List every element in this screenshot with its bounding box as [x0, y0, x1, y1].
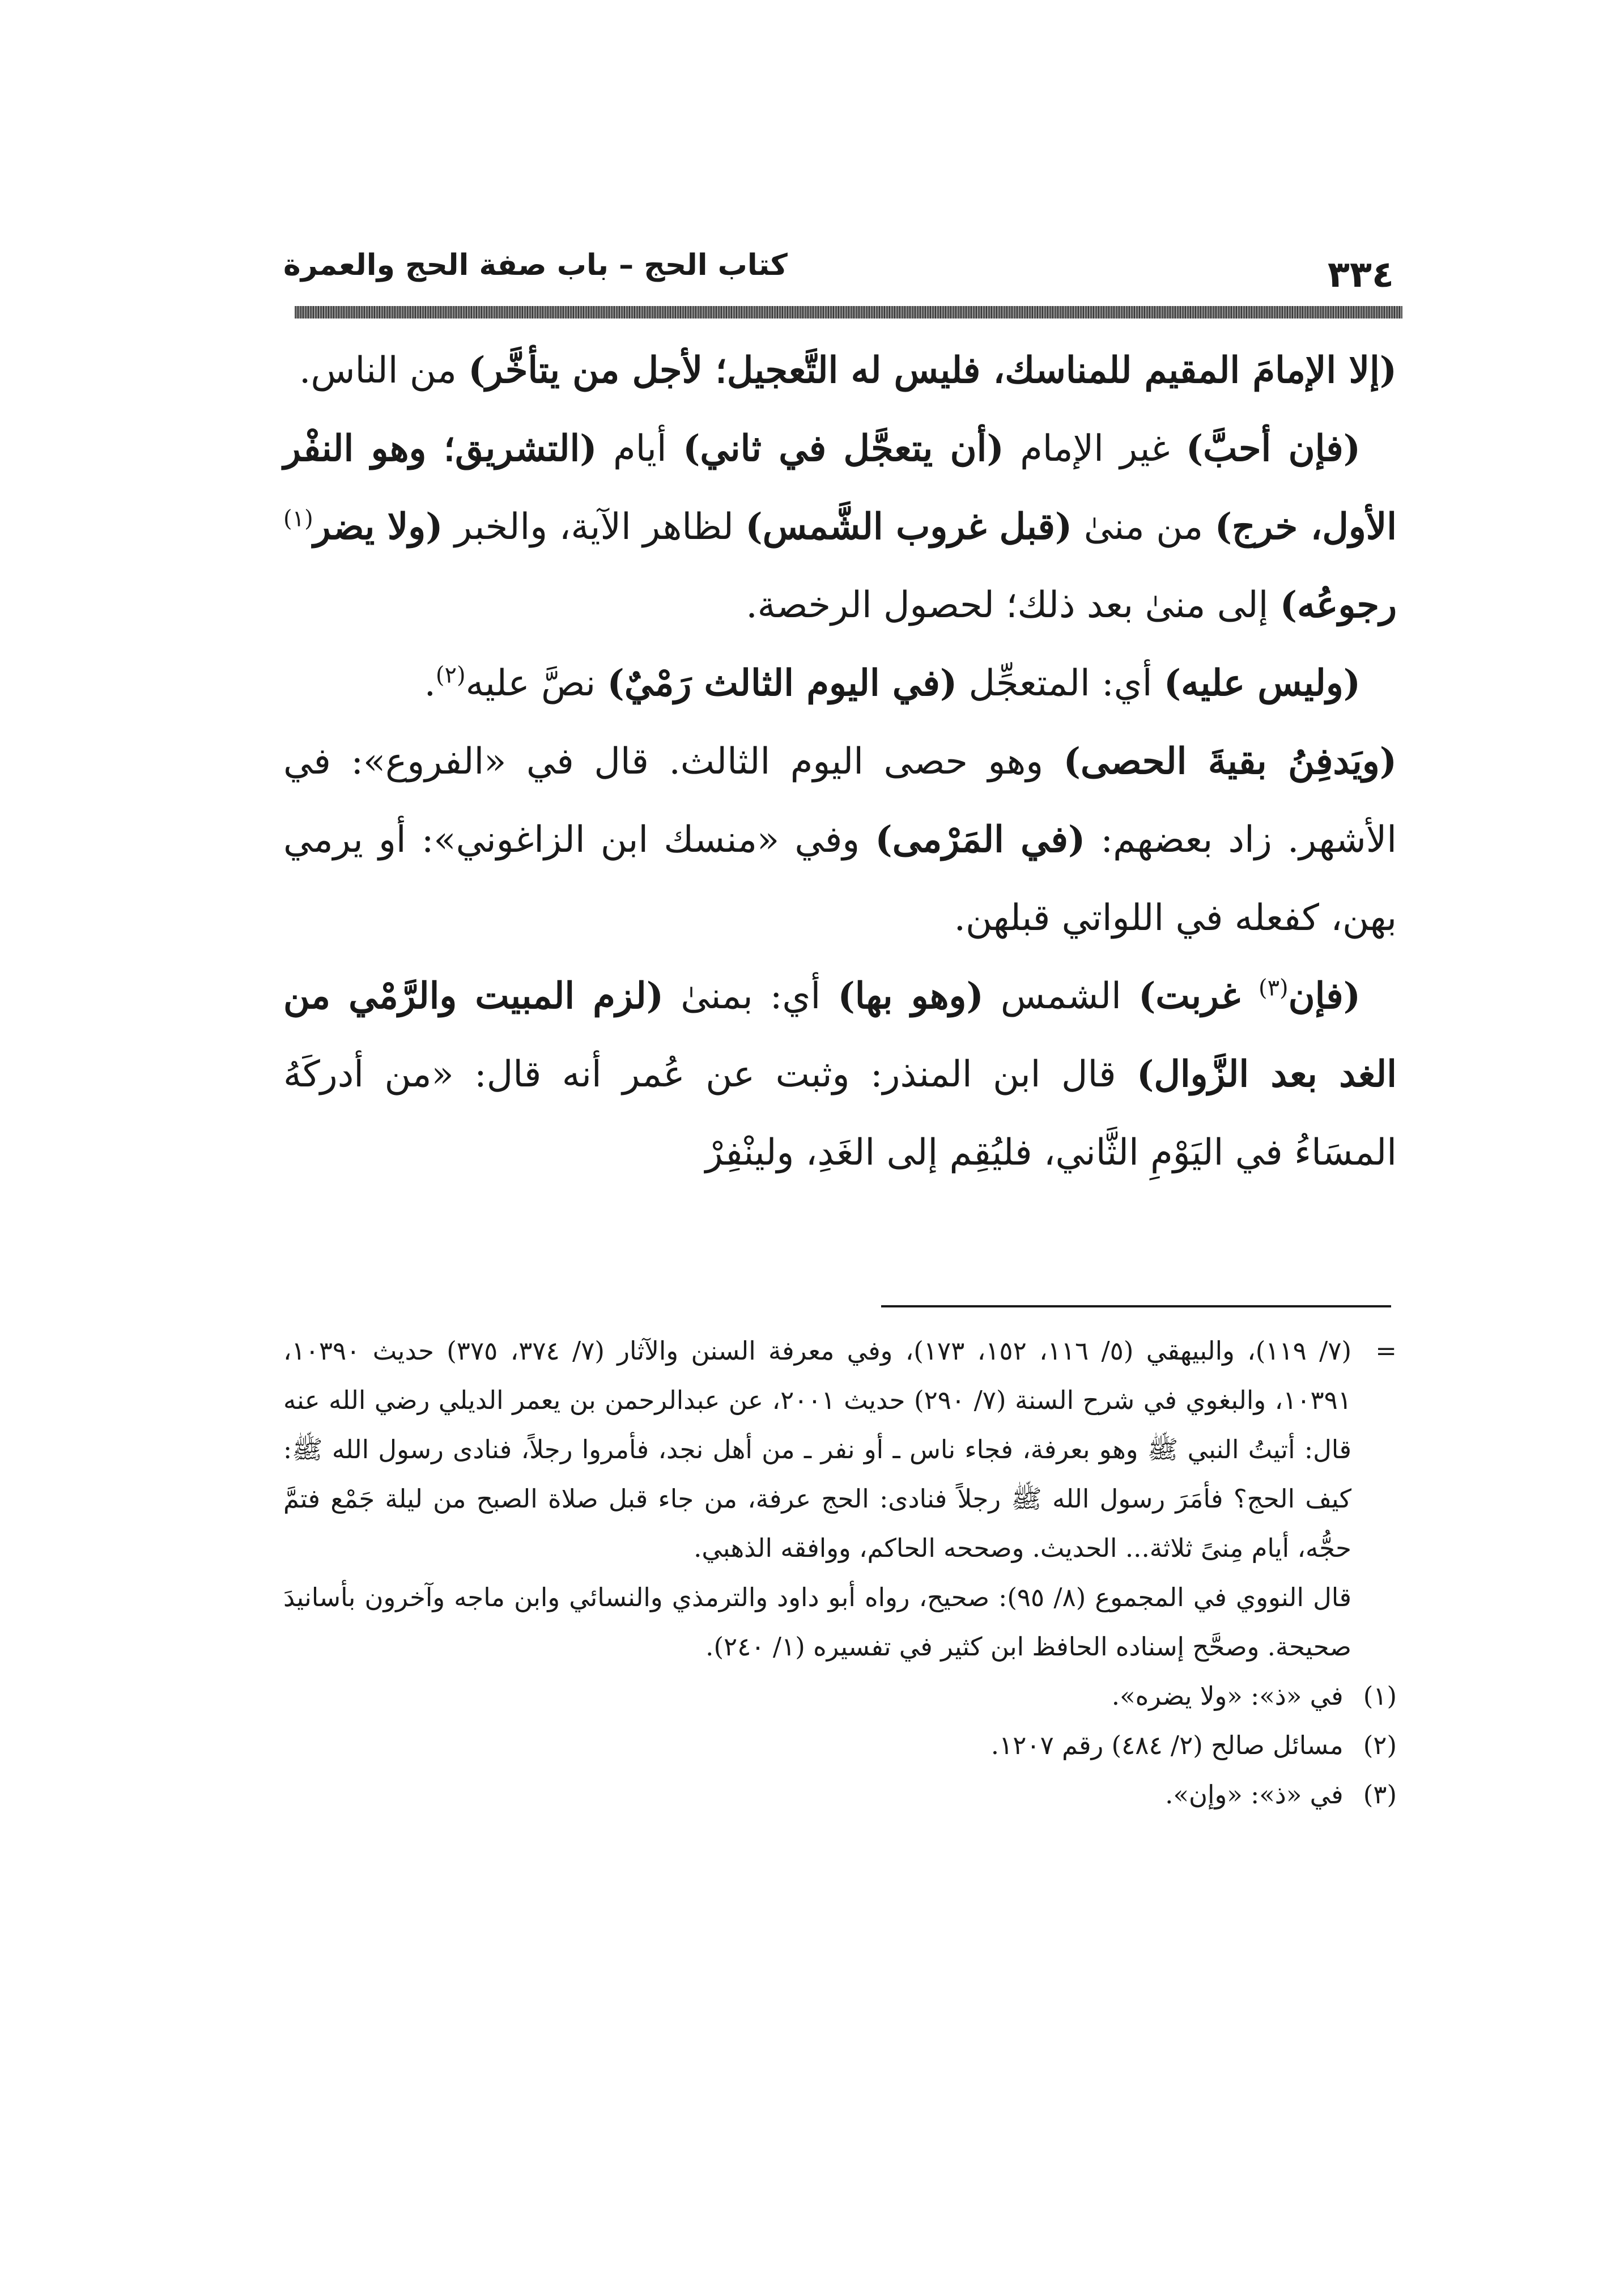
- page-number: ٣٣٤: [1327, 254, 1394, 296]
- matn-text: (وليس عليه): [1163, 662, 1361, 704]
- footnote-continuation: [283, 1326, 1397, 1573]
- matn-text: رجوعُه): [1279, 584, 1397, 626]
- matn-text: (فإن أحبَّ): [1185, 427, 1361, 470]
- commentary-text: قال ابن المنذر: وثبت عن عُمر أنه قال: «من أدركَهُ المسَاءُ في اليَوْمِ الثَّاني، فليُقِم إلى الغَدِ، ولينْفِرْ: [283, 1054, 1397, 1174]
- footnote-text: في «ذ»: «وإن».: [1165, 1780, 1344, 1810]
- footnote-2: [283, 1721, 1397, 1770]
- footnote-text: في «ذ»: «ولا يضره».: [1111, 1681, 1344, 1711]
- commentary-text: .: [424, 663, 436, 704]
- commentary-text: من منىٰ: [1072, 506, 1215, 548]
- matn-text: (لزم المبيت والرَّمْي من الغد بعد الزَّوال): [283, 975, 1397, 1095]
- footnote-number: (١): [1363, 1681, 1397, 1711]
- footnotes: [283, 1326, 1397, 1819]
- commentary-text: إلى منىٰ بعد ذلك؛ لحصول الرخصة.: [746, 584, 1280, 626]
- paragraph-1: [283, 332, 1397, 410]
- paragraph-5: [283, 957, 1397, 1192]
- running-header-title: كتاب الحج – باب صفة الحج والعمرة: [283, 248, 788, 282]
- footnote-3: [283, 1770, 1397, 1819]
- paragraph-2: [283, 410, 1397, 644]
- commentary-text: نصَّ عليه: [465, 663, 607, 704]
- commentary-text: من الناس.: [299, 350, 469, 392]
- footnote-1: [283, 1671, 1397, 1721]
- matn-text: (قبل غروب الشَّمس): [745, 506, 1073, 548]
- matn-text: (فإن: [1288, 975, 1361, 1017]
- matn-text: (وهو بها): [837, 975, 984, 1017]
- commentary-text: أيام: [597, 428, 683, 470]
- footnote-nawawi-text: قال النووي في المجموع (٨/ ٩٥): صحيح، رواه أبو داود والترمذي والنسائي وابن ماجه وآخرون بأسانيدَ صحيحة. وصحَّح إسناده الحافظ ابن كثير في تفسيره (١/ ٢٤٠).: [283, 1582, 1352, 1662]
- footnote-ref-1[interactable]: (١): [283, 506, 313, 532]
- footnote-number: (٢): [1363, 1730, 1397, 1760]
- matn-text: (إلا الإمامَ المقيم للمناسك، فليس له التَّعجيل؛ لأجل من يتأخَّر): [468, 349, 1397, 392]
- matn-text: (ويَدفِنُ بقيةَ الحصى): [1063, 740, 1397, 783]
- continuation-mark: =: [1375, 1336, 1397, 1366]
- header-rule: [295, 306, 1402, 319]
- main-text: [283, 332, 1397, 1192]
- footnote-continuation-text: (٧/ ١١٩)، والبيهقي (٥/ ١١٦، ١٥٢، ١٧٣)، وفي معرفة السنن والآثار (٧/ ٣٧٤، ٣٧٥) حديث ١٠٣٩٠، ١٠٣٩١، والبغوي في شرح السنة (٧/ ٢٩٠) حديث ٢٠٠١، عن عبدالرحمن بن يعمر الديلي رضي الله عنه قال: أتيتُ النبي ﷺ وهو بعرفة، فجاء ناس ـ أو نفر ـ من أهل نجد، فأمروا رجلاً، فنادى رسول الله ﷺ: كيف الحج؟ فأمَرَ رسول الله ﷺ رجلاً فنادى: الحج عرفة، من جاء قبل صلاة الصبح من ليلة جَمْع فتمَّ حجُّه، أيام مِنىً ثلاثة... الحديث. وصححه الحاكم، ووافقه الذهبي.: [283, 1336, 1352, 1563]
- matn-text: غربت): [1138, 975, 1259, 1017]
- footnote-nawawi: [283, 1573, 1397, 1671]
- page-header: [283, 244, 1394, 306]
- commentary-text: وفي «منسك ابن الزاغوني»: أو يرمي بهن، كفعله في اللواتي قبلهن.: [283, 819, 1397, 939]
- matn-text: (في اليوم الثالث رَمْيٌ): [607, 662, 958, 704]
- footnote-separator: [881, 1305, 1391, 1307]
- matn-text: (في المَرْمى): [875, 818, 1086, 861]
- commentary-text: غير الإمام: [1004, 428, 1186, 470]
- footnote-text: مسائل صالح (٢/ ٤٨٤) رقم ١٢٠٧.: [990, 1730, 1344, 1760]
- paragraph-3: [283, 644, 1397, 723]
- commentary-text: وهو حصى اليوم الثالث. قال في «الفروع»: في الأشهر. زاد بعضهم:: [283, 741, 1397, 861]
- commentary-text: أي: المتعجِّل: [957, 663, 1164, 704]
- commentary-text: لظاهر الآية، والخبر: [443, 506, 746, 548]
- matn-text: (ولا يضر: [313, 506, 443, 548]
- commentary-text: أي: بمنىٰ: [664, 975, 838, 1017]
- footnote-number: (٣): [1363, 1780, 1397, 1810]
- matn-text: (التشريق؛ وهو النفْر الأول، خرج): [283, 427, 1397, 548]
- footnote-ref-3[interactable]: (٣): [1258, 975, 1289, 1001]
- footnote-ref-2[interactable]: (٢): [435, 662, 466, 689]
- commentary-text: الشمس: [983, 975, 1139, 1017]
- paragraph-4: [283, 723, 1397, 957]
- matn-text: (أن يتعجَّل في ثاني): [683, 427, 1004, 470]
